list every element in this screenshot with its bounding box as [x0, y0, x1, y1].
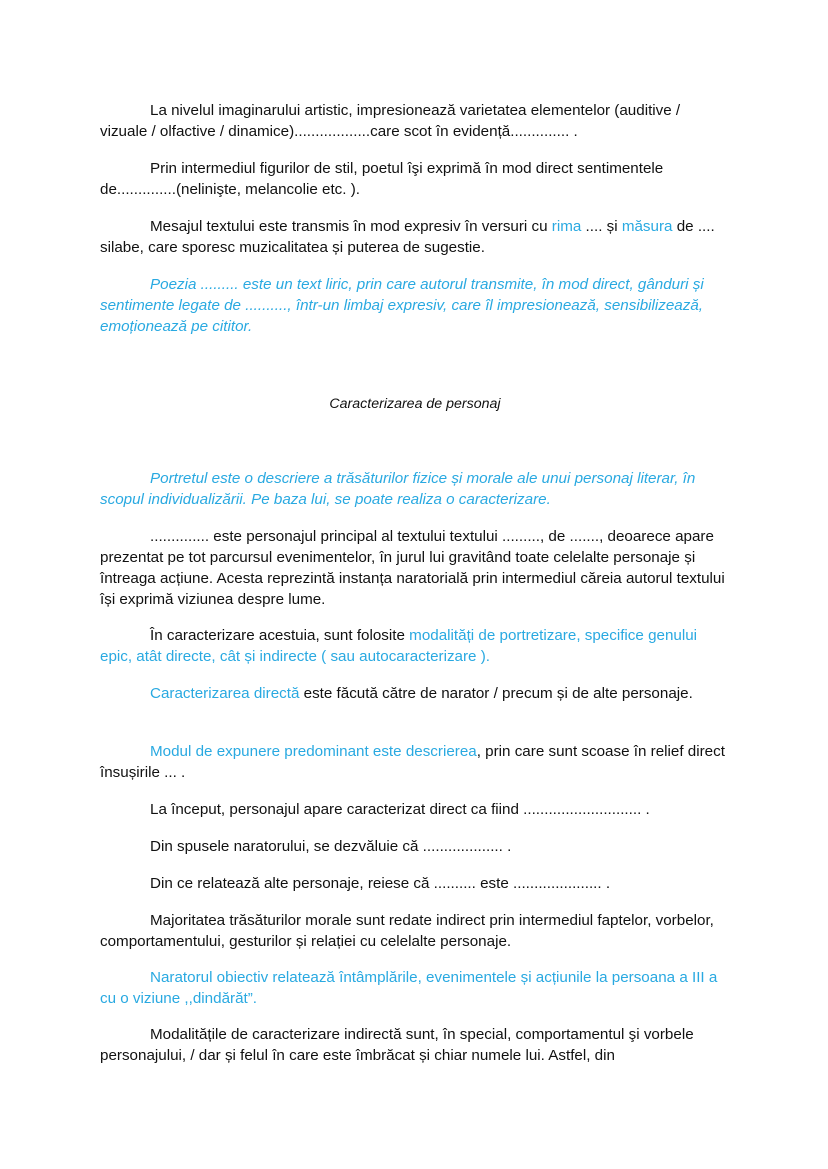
paragraph-personaj-principal: [100, 526, 730, 610]
paragraph-text: La nivelul imaginarului artistic, impresionează varietatea elementelor (auditive / vizuale / olfactive / dinamice)..................care scot în evidență.............. .: [100, 102, 681, 140]
paragraph-text: La început, personajul apare caracterizat direct ca fiind ............................ .: [150, 801, 650, 818]
highlight-caracterizare-directa: Caracterizarea directă: [150, 685, 300, 702]
paragraph-text: În caracterizare acestuia, sunt folosite: [150, 627, 410, 644]
paragraph-mesaj: [100, 216, 730, 258]
highlight-rima: rima: [551, 218, 582, 235]
paragraph-portret-definition: [100, 468, 730, 510]
paragraph-text: , prin care sunt scoase în relief direct însușirile ... .: [100, 743, 725, 781]
paragraph-modalitati-portretizare: [100, 625, 730, 667]
paragraph-text: Modalitățile de caracterizare indirectă sunt, în special, comportamentul şi vorbele personajului, / dar și felul în care este îmbrăcat și chiar numele lui. Astfel, din: [100, 1026, 694, 1064]
paragraph-text: Portretul este o descriere a trăsăturilor fizice și morale ale unui personaj literar, în scopul individualizării. Pe baza lui, se poate realiza o caracterizare.: [100, 470, 696, 508]
paragraph-figuri-de-stil: [100, 158, 730, 200]
paragraph-text: de .... silabe, care sporesc muzicalitatea și puterea de sugestie.: [100, 218, 715, 256]
paragraph-la-inceput: [100, 799, 730, 820]
paragraph-imaginar: [100, 100, 730, 142]
section-heading: [100, 394, 730, 415]
highlight-masura: măsura: [621, 218, 673, 235]
highlight-modalitati: modalități de portretizare, specifice genului epic, atât directe, cât și indirecte ( sau autocaracterizare ).: [100, 627, 698, 665]
paragraph-text: este făcută către de narator / precum și de alte personaje.: [299, 685, 693, 702]
paragraph-text: Prin intermediul figurilor de stil, poetul îşi exprimă în mod direct sentimentele de..............(nelinişte, melancolie etc. ).: [100, 160, 664, 198]
paragraph-poezia-definition: [100, 274, 730, 337]
paragraph-text: Din spusele naratorului, se dezvăluie că ................... .: [150, 838, 512, 855]
paragraph-text: Mesajul textului este transmis în mod expresiv în versuri cu: [150, 218, 552, 235]
paragraph-spusele-naratorului: [100, 836, 730, 857]
heading-text: Caracterizarea de personaj: [329, 396, 501, 412]
paragraph-narator-obiectiv: [100, 967, 730, 1009]
paragraph-text: .............. este personajul principal al textului textului ........., de ......., deoarece apare prezentat pe tot parcursul evenimentelor, în jurul lui gravitând toate celelalte personaje și întreaga acțiune. Acesta reprezintă instanța naratorială prin intermediul căreia autorul textului își exprimă viziunea despre lume.: [100, 528, 725, 608]
highlight-mod-expunere: Modul de expunere predominant este descrierea: [150, 743, 477, 760]
paragraph-text: .... și: [581, 218, 622, 235]
paragraph-mod-expunere: [100, 741, 730, 783]
paragraph-trasaturi-morale: [100, 910, 730, 952]
paragraph-caracterizare-directa: [100, 683, 730, 704]
paragraph-text: Majoritatea trăsăturilor morale sunt redate indirect prin intermediul faptelor, vorbelor, comportamentului, gesturilor și relației cu celelalte personaje.: [100, 912, 714, 950]
paragraph-text: Din ce relatează alte personaje, reiese că .......... este ..................... .: [150, 875, 611, 892]
paragraph-caracterizare-indirecta: [100, 1024, 730, 1066]
paragraph-alte-personaje: [100, 873, 730, 894]
paragraph-text: Naratorul obiectiv relatează întâmplările, evenimentele și acțiunile la persoana a III a cu o viziune ,,dindărăt”.: [100, 969, 718, 1007]
paragraph-text: Poezia ......... este un text liric, prin care autorul transmite, în mod direct, gânduri și sentimente legate de .........., într-un limbaj expresiv, care îl impresionează, sensibilizează, emoționează pe cititor.: [100, 276, 704, 335]
